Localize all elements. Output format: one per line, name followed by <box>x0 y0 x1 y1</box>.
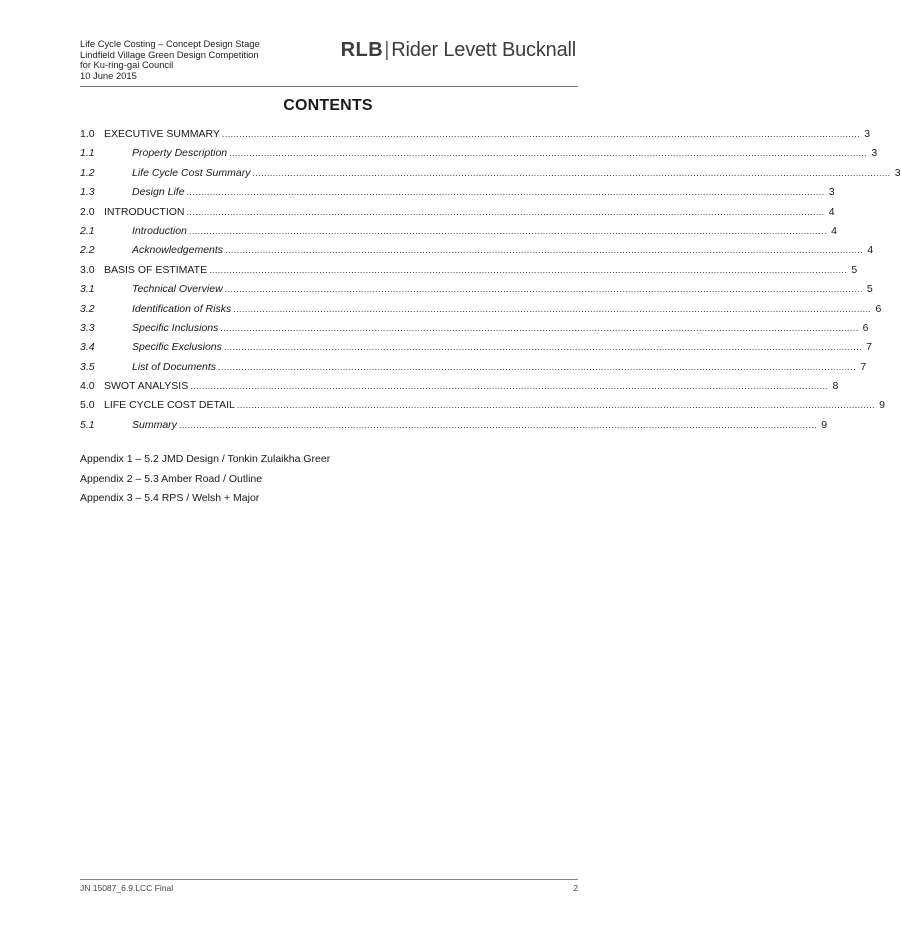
toc-entry[interactable] <box>80 283 873 302</box>
toc-entry-number: 2.1 <box>80 224 95 237</box>
page-footer <box>80 879 578 894</box>
toc-entry-page: 5 <box>851 263 858 276</box>
appendix-item: Appendix 3 – 5.4 RPS / Welsh + Major <box>80 492 260 504</box>
toc-entry-page: 5 <box>866 283 873 296</box>
toc-dot-leader: ............................................................................................................................................................................................................................ <box>223 342 862 353</box>
page-header <box>80 39 578 87</box>
header-text-block <box>80 39 260 81</box>
toc-entry-label: List of Documents <box>132 360 217 373</box>
toc-entry-number: 3.5 <box>80 360 95 373</box>
toc-dot-leader: ............................................................................................................................................................................................................................ <box>233 303 872 314</box>
toc-entry-number: 3.0 <box>80 263 95 276</box>
table-of-contents <box>80 128 901 438</box>
toc-entry-label: Summary <box>132 418 177 431</box>
toc-entry-page: 8 <box>832 380 839 393</box>
toc-entry-label: INTRODUCTION <box>104 205 185 218</box>
toc-dot-leader: ............................................................................................................................................................................................................................ <box>186 187 825 198</box>
toc-dot-leader: ............................................................................................................................................................................................................................ <box>220 322 859 333</box>
toc-entry-number: 1.2 <box>80 166 95 179</box>
toc-entry-label: BASIS OF ESTIMATE <box>104 263 208 276</box>
toc-entry-page: 3 <box>828 186 835 199</box>
toc-entry-page: 7 <box>860 360 867 373</box>
toc-entry-page: 4 <box>867 244 874 257</box>
toc-entry-page: 9 <box>821 418 828 431</box>
toc-entry[interactable] <box>80 321 869 341</box>
toc-dot-leader: ............................................................................................................................................................................................................................ <box>190 381 829 392</box>
company-logo <box>341 39 576 62</box>
appendix-item: Appendix 2 – 5.3 Amber Road / Outline <box>80 472 263 485</box>
toc-dot-leader: ............................................................................................................................................................................................................................ <box>225 245 864 256</box>
toc-entry-label: Specific Exclusions <box>132 341 222 354</box>
toc-entry-label: Acknowledgements <box>132 244 224 257</box>
toc-entry[interactable] <box>80 244 874 263</box>
toc-entry-number: 1.1 <box>80 147 95 160</box>
toc-entry-label: Introduction <box>132 224 187 237</box>
toc-entry-page: 4 <box>828 205 835 218</box>
toc-dot-leader: ............................................................................................................................................................................................................................ <box>221 129 861 139</box>
toc-entry-page: 6 <box>862 321 869 334</box>
toc-entry[interactable] <box>80 166 901 186</box>
toc-entry-label: Design Life <box>132 186 185 199</box>
toc-entry-number: 3.3 <box>80 321 95 334</box>
toc-entry-label: Specific Inclusions <box>132 321 219 334</box>
toc-dot-leader: ............................................................................................................................................................................................................................ <box>178 419 818 430</box>
toc-entry[interactable] <box>80 341 872 360</box>
toc-entry-page: 4 <box>831 224 837 237</box>
header-line-report-title: Life Cycle Costing – Concept Design Stage <box>80 38 260 49</box>
toc-entry[interactable] <box>80 380 839 399</box>
appendix-list <box>80 453 330 512</box>
toc-entry[interactable] <box>80 360 867 380</box>
toc-entry-number: 5.1 <box>80 418 95 431</box>
toc-entry-label: Life Cycle Cost Summary <box>132 166 251 179</box>
logo-name: Rider Levett Bucknall <box>391 39 576 61</box>
toc-entry-label: EXECUTIVE SUMMARY <box>104 128 220 140</box>
toc-entry[interactable] <box>80 399 886 418</box>
toc-entry-label: SWOT ANALYSIS <box>104 380 189 393</box>
toc-entry-page: 3 <box>871 147 878 160</box>
logo-separator: | <box>384 39 390 61</box>
toc-entry-label: Technical Overview <box>132 283 223 296</box>
toc-entry-number: 1.3 <box>80 186 95 199</box>
toc-dot-leader: ............................................................................................................................................................................................................................ <box>224 284 863 295</box>
toc-entry[interactable] <box>80 418 828 438</box>
toc-entry-label: LIFE CYCLE COST DETAIL <box>104 399 235 412</box>
toc-dot-leader: ............................................................................................................................................................................................................................ <box>186 206 825 217</box>
toc-entry-number: 3.4 <box>80 341 95 354</box>
toc-entry-page: 3 <box>894 166 901 179</box>
toc-entry-number: 2.0 <box>80 205 95 218</box>
toc-entry[interactable] <box>80 205 835 225</box>
toc-entry[interactable] <box>80 263 858 283</box>
page-number: 2 <box>573 883 578 893</box>
toc-entry[interactable] <box>80 224 837 244</box>
toc-dot-leader: ............................................................................................................................................................................................................................ <box>218 361 857 372</box>
toc-entry-number: 4.0 <box>80 380 95 393</box>
toc-entry-number: 3.2 <box>80 302 95 315</box>
toc-entry[interactable] <box>80 147 878 166</box>
header-line-date: 10 June 2015 <box>80 69 137 81</box>
toc-entry[interactable] <box>80 302 882 322</box>
contents-title: CONTENTS <box>283 97 373 114</box>
header-line-project: Lindfield Village Green Design Competition <box>80 48 259 60</box>
toc-entry-label: Identification of Risks <box>132 302 232 315</box>
toc-entry-number: 2.2 <box>80 244 95 257</box>
toc-entry-page: 3 <box>864 128 871 140</box>
toc-entry-page: 9 <box>879 399 886 412</box>
appendix-item: Appendix 1 – 5.2 JMD Design / Tonkin Zulaikha Greer <box>80 453 331 465</box>
toc-dot-leader: ............................................................................................................................................................................................................................ <box>188 225 827 236</box>
toc-dot-leader: ............................................................................................................................................................................................................................ <box>236 400 876 411</box>
document-reference: JN 15087_6.9.LCC Final <box>80 883 174 893</box>
toc-dot-leader: ............................................................................................................................................................................................................................ <box>252 167 891 178</box>
toc-entry-number: 3.1 <box>80 283 95 296</box>
header-line-client: for Ku-ring-gai Council <box>80 59 174 71</box>
toc-entry[interactable] <box>80 186 835 205</box>
toc-entry-page: 6 <box>875 302 882 315</box>
toc-entry[interactable] <box>80 128 871 147</box>
toc-entry-number: 5.0 <box>80 399 95 412</box>
toc-dot-leader: ............................................................................................................................................................................................................................ <box>229 148 868 159</box>
logo-mark: RLB <box>340 39 384 61</box>
toc-entry-label: Property Description <box>132 147 228 160</box>
toc-dot-leader: ............................................................................................................................................................................................................................ <box>209 264 848 275</box>
toc-entry-page: 7 <box>866 341 872 354</box>
toc-entry-number: 1.0 <box>80 128 95 140</box>
